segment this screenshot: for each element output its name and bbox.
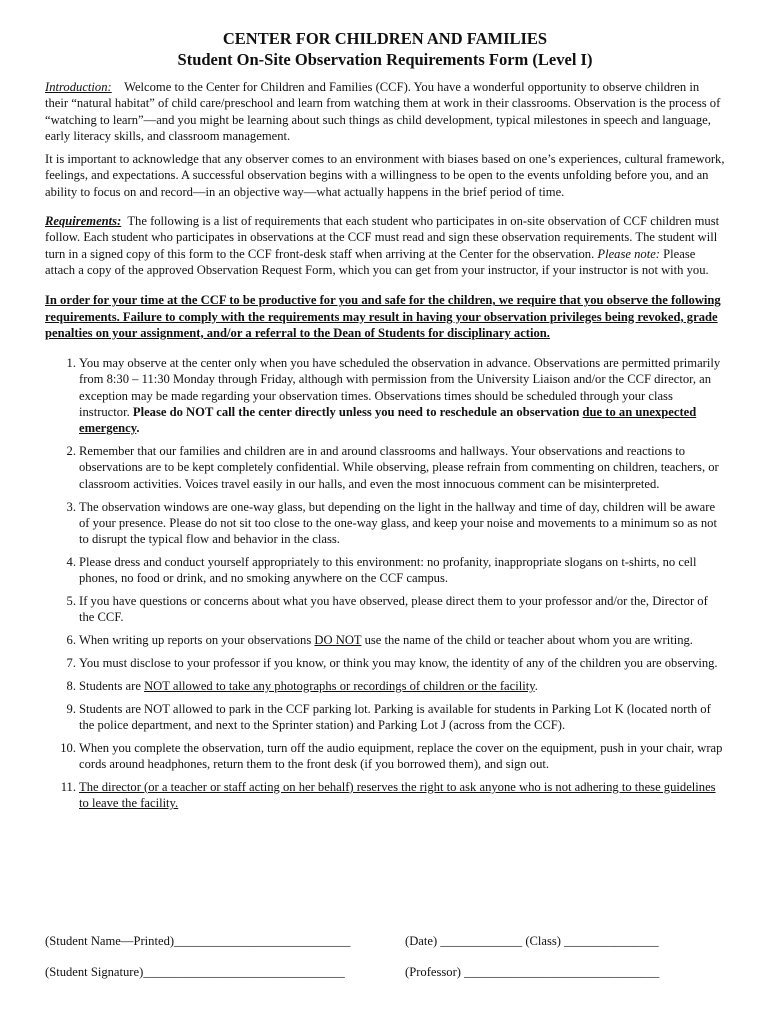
item-text: You may observe at the center only when you have scheduled the observation in advance. Observations are permitted primarily from 8:30 – 11:30 Monday through Friday, although with permission from the University Liaison and/or the CCF director, an exception may be made regarding your observation times. Observations times should be scheduled through your class instructor.: [79, 356, 721, 420]
item-number: 6.: [66, 633, 76, 648]
list-item: [45, 554, 725, 587]
requirements-list: [45, 355, 725, 811]
list-item: [45, 499, 725, 548]
list-item: [45, 740, 725, 773]
item-text: You must disclose to your professor if you know, or think you may know, the identity of any of the children you are observing.: [79, 655, 718, 670]
item-end: .: [136, 421, 140, 436]
warning-paragraph: In order for your time at the CCF to be productive for you and safe for the children, we require that you observe the following requirements. Failure to comply with the requirements may result in having your observation privileges being revoked, grade penalties on your assignment, and/or a referral to the Dean of Students for disciplinary action.: [45, 293, 721, 340]
item-text: Please dress and conduct yourself appropriately to this environment: no profanity, inappropriate slogans on t-shirts, no cell phones, no food or drink, and no smoking anywhere on the CCF campus.: [79, 554, 697, 586]
date-class-field[interactable]: (Date) _____________ (Class) _______________: [405, 934, 659, 948]
requirements-label: Requirements:: [45, 214, 122, 229]
item-text-pre: Students are: [79, 678, 141, 693]
requirements-paragraph: [45, 213, 725, 278]
item-text: The observation windows are one-way glass, but depending on the light in the hallway and time of day, children will be aware of your presence. Please do not sit too close to the one-way glass, and keep your noise and movements to a minimum so as not to disrupt the typical flow and behavior in the class.: [79, 499, 717, 547]
item-text: Students are NOT allowed to park in the CCF parking lot. Parking is available for students in Parking Lot K (located north of the police department, and next to the Sprinter station) and Parking Lot J (across from the CCF).: [79, 701, 711, 732]
item-number: 5.: [66, 594, 76, 609]
item-text-pre: When writing up reports on your observations: [79, 633, 312, 648]
document-page: [45, 28, 725, 818]
list-item: [45, 779, 725, 812]
list-item: [45, 678, 725, 694]
document-title: CENTER FOR CHILDREN AND FAMILIES: [222, 29, 548, 48]
document-subtitle: Student On-Site Observation Requirements Form (Level I): [177, 50, 593, 69]
item-number: 7.: [66, 655, 76, 670]
item-number: 11.: [60, 779, 76, 794]
intro-paragraph: [45, 79, 725, 144]
item-text: If you have questions or concerns about what you have observed, please direct them to your professor and/or the, Director of the CCF.: [79, 594, 708, 625]
item-text-post: .: [534, 678, 538, 693]
item-number: 10.: [60, 740, 76, 755]
list-item: [45, 655, 725, 671]
student-name-field[interactable]: (Student Name—Printed)____________________________: [45, 934, 351, 948]
item-number: 3.: [66, 499, 76, 514]
signature-row-name: [45, 933, 659, 949]
signature-row-signature: [45, 964, 660, 980]
item-underlined-text: The director (or a teacher or staff acting on her behalf) reserves the right to ask anyone who is not adhering to these guidelines to leave the facility.: [79, 779, 716, 810]
item-underlined-text: NOT allowed to take any photographs or recordings of children or the facility: [144, 678, 535, 693]
item-number: 9.: [66, 701, 76, 716]
item-text: Remember that our families and children are in and around classrooms and hallways. Your observations and reactions to observations are to be kept completely confidential. While observing, please refrain from commenting on children, teachers, or classroom activities. Voices travel easily in our halls, and even the most innocuous comment can be misinterpreted.: [79, 444, 719, 491]
student-signature-field[interactable]: (Student Signature)________________________________: [45, 965, 345, 979]
list-item: [45, 593, 725, 626]
list-item: [45, 443, 725, 492]
note-label: Please note:: [597, 246, 660, 261]
list-item: [45, 632, 725, 648]
item-underlined-text: DO NOT: [314, 633, 362, 648]
item-text-post: use the name of the child or teacher about whom you are writing.: [364, 633, 693, 648]
item-number: 8.: [66, 678, 76, 693]
item-number: 1.: [66, 356, 76, 371]
bias-paragraph: It is important to acknowledge that any observer comes to an environment with biases based on one’s experiences, cultural framework, feelings, and expectations. A successful observation begins with a willingness to be open to the events unfolding before you, and an ability to focus on and record—in an objective way—what actually happens in the brief period of time.: [45, 152, 725, 199]
note-text: Please attach a copy of the approved Observation Request Form, which you can get from your instructor, if your instructor is not with you.: [45, 246, 709, 277]
item-text: When you complete the observation, turn off the audio equipment, replace the cover on the equipment, push in your chair, wrap cords around headphones, return them to the front desk (if you borrowed them), and sign out.: [79, 740, 723, 771]
requirements-text: The following is a list of requirements that each student who participates in on-site observation of CCF children must follow. Each student who participates in observations at the CCF must read and sign these observation requirements. The student will turn in a signed copy of this form to the CCF front-desk staff when arriving at the Center for the observation.: [45, 214, 720, 261]
list-item: [45, 355, 725, 436]
intro-label: Introduction:: [45, 80, 112, 94]
list-item: [45, 701, 725, 734]
intro-text: Welcome to the Center for Children and Families (CCF). You have a wonderful opportunity to observe children in their “natural habitat” of child care/preschool and learn from watching them at work in their classrooms. Observation is the process of “watching to learn”—and you might be learning about such things as child development, typical milestones in speech and language, early literacy skills, and classroom management.: [45, 80, 721, 143]
item-bold-text: Please do NOT call the center directly unless you need to reschedule an observation: [132, 405, 580, 420]
item-number: 2.: [66, 444, 76, 459]
item-bold-underlined-text: due to an unexpected emergency: [79, 405, 697, 436]
professor-field[interactable]: (Professor) _______________________________: [405, 965, 660, 979]
item-number: 4.: [66, 554, 76, 569]
